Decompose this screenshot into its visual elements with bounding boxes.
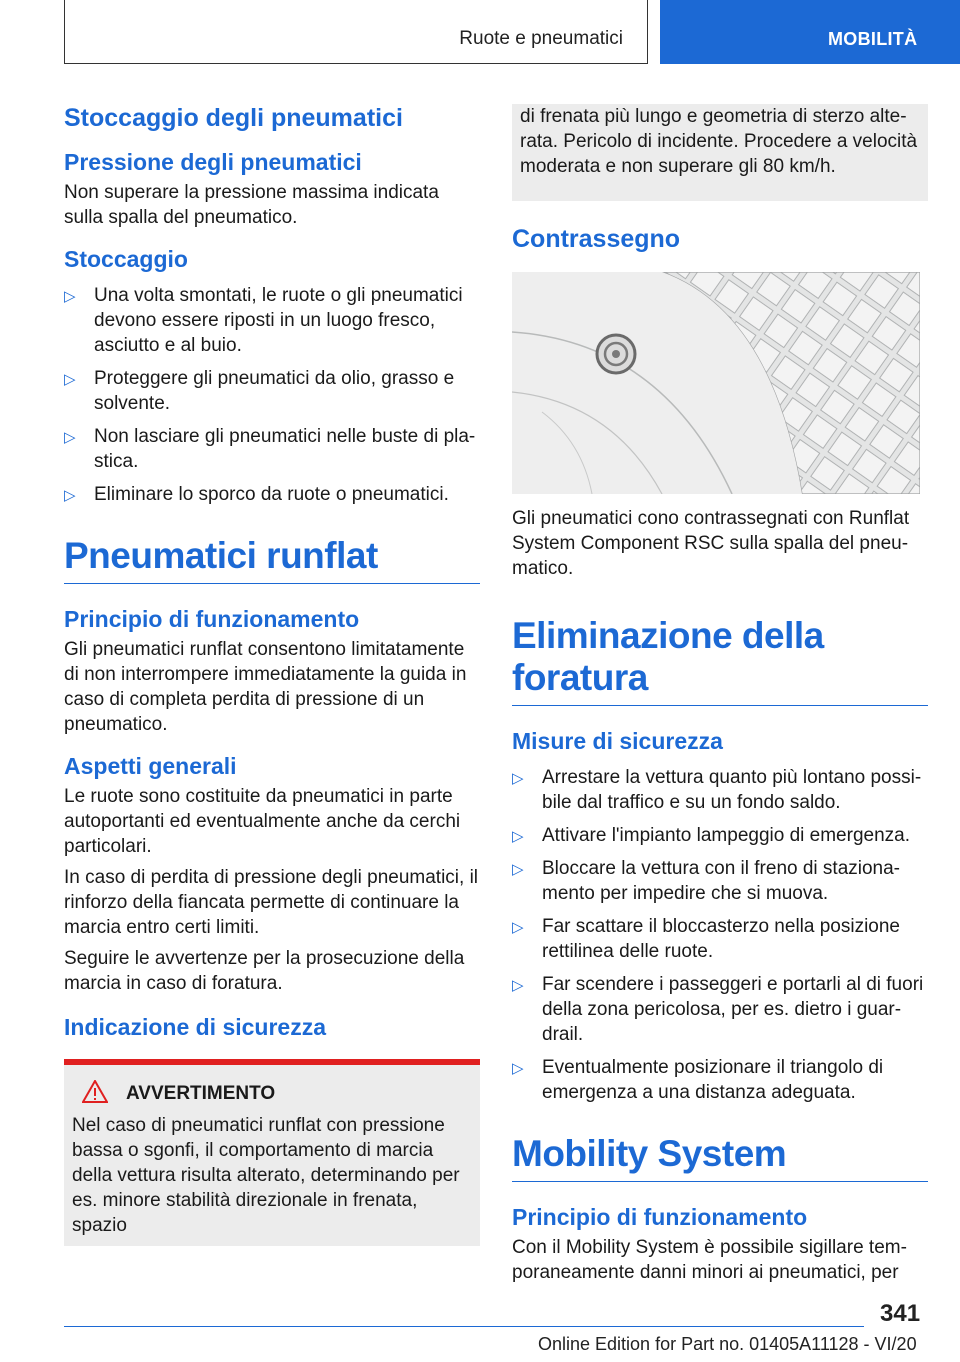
triangle-bullet-icon: ▷ xyxy=(64,371,76,388)
list-item: ▷ Eliminare lo sporco da ruote o pneumatici. xyxy=(64,482,480,507)
footer-edition: Online Edition for Part no. 01405A11128 - VI/20 xyxy=(538,1334,917,1354)
warning-box-continued xyxy=(512,104,928,201)
triangle-bullet-icon: ▷ xyxy=(64,288,76,305)
warning-triangle-icon xyxy=(82,1080,108,1109)
tire-marking-illustration xyxy=(512,272,920,494)
list-item: ▷ Far scattare il bloccasterzo nella posizione rettilinea delle ruote. xyxy=(512,916,901,962)
paragraph-aspetti-1: Le ruote sono costituite da pneumatici in parte autoportanti ed eventualmente anche da cerchi particolari. xyxy=(64,786,461,857)
paragraph-contrassegno: Gli pneumatici cono contrassegnati con Runflat System Component RSC sulla spalla del pneu- matico. xyxy=(512,508,910,579)
triangle-bullet-icon: ▷ xyxy=(512,770,524,787)
paragraph-mobility-principio: Con il Mobility System è possibile sigillare tem- poraneamente danni minori ai pneumatici, per xyxy=(512,1237,907,1283)
list-stoccaggio xyxy=(64,283,480,507)
triangle-bullet-icon: ▷ xyxy=(512,828,524,845)
header-section-title: Ruote e pneumatici xyxy=(459,28,623,49)
paragraph-principio: Gli pneumatici runflat consentono limitatamente di non interrompere immediatamente la guida in caso di completa perdita di pressione di un pneumatico. xyxy=(64,639,467,735)
header-chapter-title: MOBILITÀ xyxy=(828,29,918,49)
heading-aspetti-generali: Aspetti generali xyxy=(64,753,237,779)
heading-stoccaggio: Stoccaggio xyxy=(64,246,188,272)
list-misure-sicurezza xyxy=(512,765,928,1105)
page-number: 341 xyxy=(880,1300,921,1327)
header-section-box xyxy=(64,0,648,64)
list-item: ▷ Attivare l'impianto lampeggio di emergenza. xyxy=(512,823,928,848)
list-item: ▷ Proteggere gli pneumatici da olio, grasso e solvente. xyxy=(64,368,455,414)
heading-eliminazione-foratura: Eliminazione della foratura xyxy=(512,615,928,706)
heading-misure-sicurezza: Misure di sicurezza xyxy=(512,728,723,754)
header-chapter-tab xyxy=(660,0,960,64)
left-column xyxy=(64,100,480,1246)
list-item: ▷ Bloccare la vettura con il freno di staziona- mento per impedire che si muova. xyxy=(512,858,901,904)
warning-title: AVVERTIMENTO xyxy=(72,1083,472,1105)
triangle-bullet-icon: ▷ xyxy=(64,487,76,504)
triangle-bullet-icon: ▷ xyxy=(512,919,524,936)
list-item: ▷ Far scendere i passeggeri e portarli al di fuori della zona pericolosa, per es. dietro i guar- drail. xyxy=(512,974,924,1045)
heading-principio-funzionamento-2: Principio di funzionamento xyxy=(512,1204,808,1230)
heading-contrassegno: Contrassegno xyxy=(512,225,681,253)
footer-divider xyxy=(64,1326,864,1327)
heading-pneumatici-runflat: Pneumatici runflat xyxy=(64,535,480,584)
paragraph-aspetti-3: Seguire le avvertenze per la prosecuzione della marcia in caso di foratura. xyxy=(64,948,465,994)
triangle-bullet-icon: ▷ xyxy=(512,861,524,878)
warning-continued-text: di frenata più lungo e geometria di sterzo alte- rata. Pericolo di incidente. Procedere a velocità moderata e non superare gli 80 km/h. xyxy=(520,106,918,177)
heading-indicazione-sicurezza: Indicazione di sicurezza xyxy=(64,1014,327,1040)
list-item: ▷ Non lasciare gli pneumatici nelle buste di pla- stica. xyxy=(64,426,476,472)
triangle-bullet-icon: ▷ xyxy=(512,1060,524,1077)
triangle-bullet-icon: ▷ xyxy=(64,429,76,446)
triangle-bullet-icon: ▷ xyxy=(512,977,524,994)
right-column xyxy=(512,104,928,1285)
heading-stoccaggio-pneumatici: Stoccaggio degli pneumatici xyxy=(64,104,403,132)
list-item: ▷ Eventualmente posizionare il triangolo di emergenza a una distanza adeguata. xyxy=(512,1057,884,1103)
list-item: ▷ Una volta smontati, le ruote o gli pneumatici devono essere riposti in un luogo fresco, asciutto e al buio. xyxy=(64,285,463,356)
warning-box xyxy=(64,1059,480,1246)
paragraph-aspetti-2: In caso di perdita di pressione degli pneumatici, il rinforzo della fiancata permette di continuare la marcia entro certi limiti. xyxy=(64,867,479,938)
warning-text: Nel caso di pneumatici runflat con pressione bassa o sgonfi, il comportamento di marcia della vettura risulta alterato, determinando per es. minore stabilità direzionale in frenata, spazio xyxy=(72,1115,460,1236)
heading-pressione: Pressione degli pneumatici xyxy=(64,149,362,175)
paragraph-pressione: Non superare la pressione massima indicata sulla spalla del pneumatico. xyxy=(64,182,439,228)
list-item: ▷ Arrestare la vettura quanto più lontano possi- bile dal traffico e su un fondo saldo. xyxy=(512,767,922,813)
heading-mobility-system: Mobility System xyxy=(512,1133,928,1182)
heading-principio-funzionamento: Principio di funzionamento xyxy=(64,606,360,632)
